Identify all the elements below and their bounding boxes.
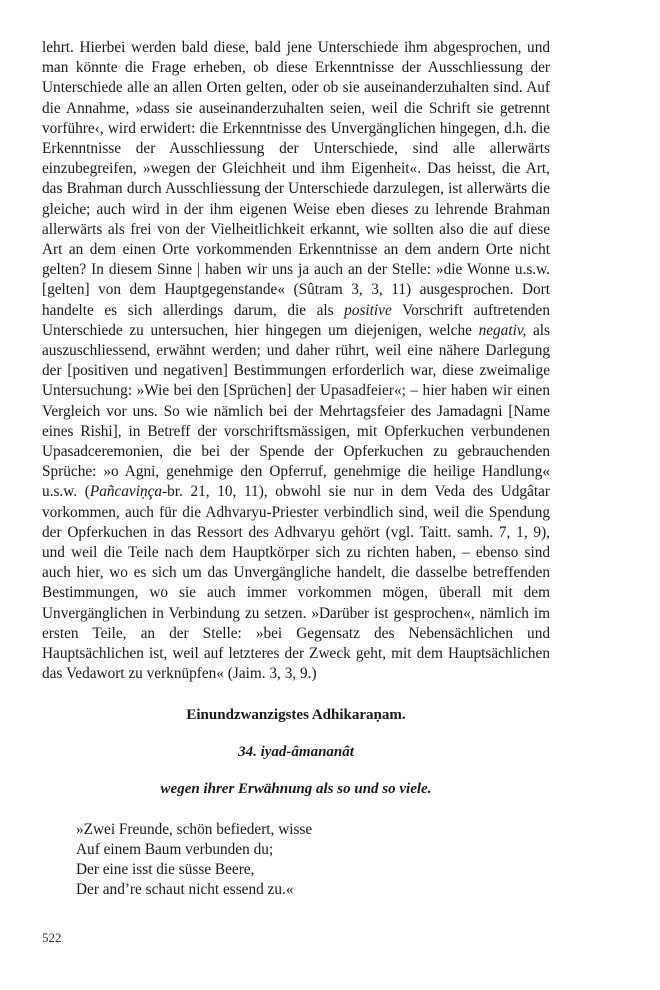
emphasis-brahmana-title: Pañcaviṇça bbox=[89, 483, 163, 501]
body-paragraph bbox=[42, 38, 550, 685]
body-text-mid2: als auszuschliessend, erwähnt werden; und daher rührt, weil eine nähere Darlegung der [positiven und negativen] Bestimmungen erforderlich war, diese zweimalige Untersuchung: »Wie bei den [Sprüchen] der Upasadfeier«; – hier haben wir einen Vergleich vor uns. So wie nämlich bei der Mehrtagsfeier des Jamadagni [Name eines Rishi], in Betreff der vorschriftsmässigen, mit Opferkuchen verbundenen Upasadceremonien, die bei der Spende der Opferkuchen zu gebrauchenden Sprüche: »o Agni, genehmige den Opferruf, genehmige die heilige Handlung« u.s.w. ( bbox=[42, 321, 550, 501]
body-text-post: -br. 21, 10, 11), obwohl sie nur in dem Veda des Udgâtar vorkommen, auch für die Adhvaryu-Priester verbindlich sind, weil die Spendung der Opferkuchen in das Ressort des Adhvaryu gehört (vgl. Taitt. samh. 7, 1, 9), und weil die Teile nach dem Hauptkörper sich zu richten haben, – ebenso sind auch hier, wo es sich um das Unvergängliche handelt, die dasselbe betreffenden Bestimmungen, wo sie auch immer vorkommen mögen, überall mit dem Unvergänglichen in Verbindung zu setzen. »Darüber ist gesprochen«, nämlich im ersten Teile, an der Stelle: »bei Gegensatz des Nebensächlichen und Hauptsächlichen ist, weil auf letzteres der Zweck geht, mit dem Hauptsächlichen das Vedawort zu verknüpfen« (Jaim. 3, 3, 9.) bbox=[42, 483, 550, 683]
emphasis-negative: negativ, bbox=[478, 321, 527, 339]
verse-line: Der eine isst die süsse Beere, bbox=[76, 860, 255, 878]
verse-quote bbox=[76, 820, 550, 901]
verse-line: »Zwei Freunde, schön befiedert, wisse bbox=[76, 820, 313, 838]
page-content bbox=[42, 38, 550, 900]
sutra-translation-heading: wegen ihrer Erwähnung als so und so viele. bbox=[160, 780, 432, 797]
body-text-pre: lehrt. Hierbei werden bald diese, bald jene Unterschiede ihm abgesprochen, und man könnte die Frage erheben, ob diese Erkenntnisse der Ausschliessung der Unterschiede alle an allen Orten gelten, oder ob sie auseinanderzuhalten sind. Auf die Annahme, »dass sie auseinanderzuhalten seien, weil die Schrift sie getrennt vorführe‹, wird erwidert: die Erkenntnisse des Unvergänglichen hingegen, d.h. die Erkenntnisse der Ausschliessung der Unterschiede, sind alle allerwärts einzubegreifen, »wegen der Gleichheit und ihm Eigenheit«. Das heisst, die Art, das Brahman durch Ausschliessung der Unterschiede darzulegen, ist allerwärts die gleiche; auch wird in der ihm eigenen Weise eben dieses zu lehrende Brahman allerwärts als frei von der Vielheitlichkeit erkannt, wie sollten also die auf diese Art an dem einen Orte vorkommenden Erkenntnisse an dem andern Orte nicht gelten? In diesem Sinne | haben wir uns ja auch an der Stelle: »die Wonne u.s.w. [gelten] von dem Hauptgegenstande« (Sûtram 3, 3, 11) ausgesprochen. Dort handelte es sich allerdings darum, die als bbox=[42, 39, 550, 319]
emphasis-positive: positive bbox=[344, 301, 392, 319]
section-heading: Einundzwanzigstes Adhikaraṇam. bbox=[186, 706, 406, 723]
verse-line: Auf einem Baum verbunden du; bbox=[76, 840, 274, 858]
page-number: 522 bbox=[42, 930, 62, 945]
body-text-mid1: Vorschrift auftretenden Unterschiede zu untersuchen, hier hingegen um diejenigen, welche bbox=[42, 301, 550, 339]
sutra-heading: 34. iyad-âmananât bbox=[238, 743, 354, 760]
verse-line: Der and’re schaut nicht essend zu.« bbox=[76, 881, 294, 899]
